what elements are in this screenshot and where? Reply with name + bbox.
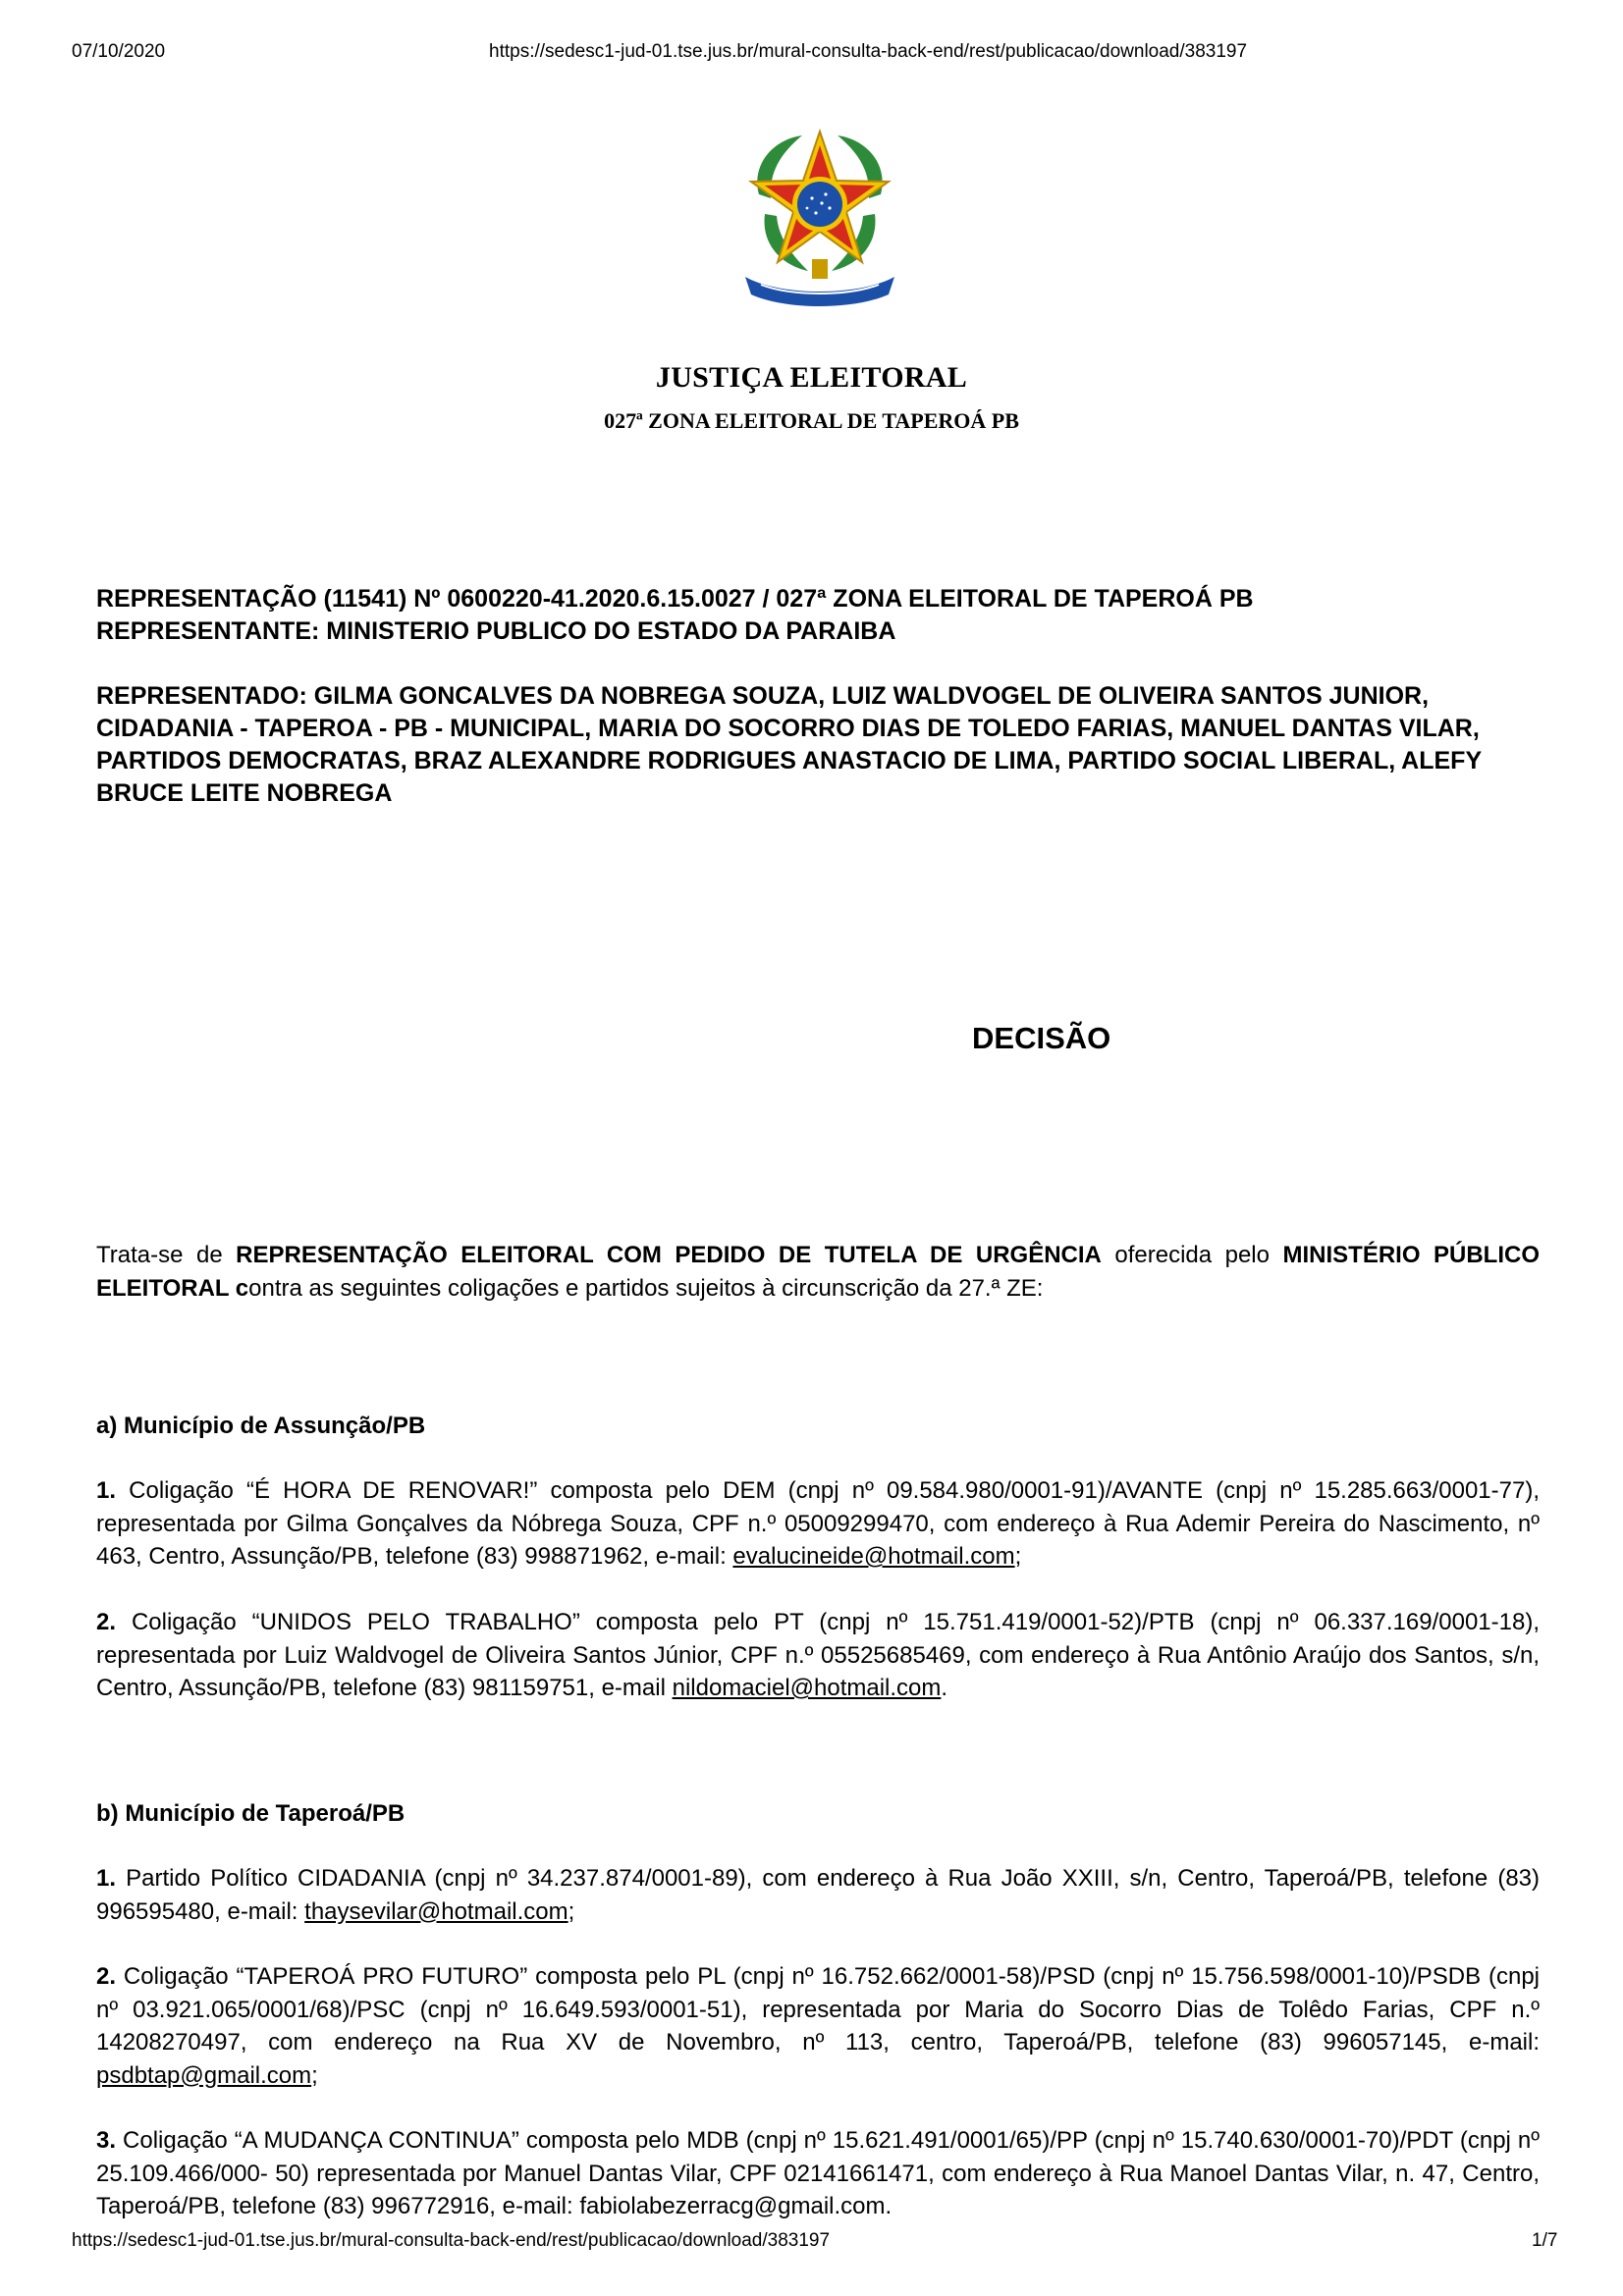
intro-paragraph bbox=[96, 1239, 1540, 1305]
item-end: ; bbox=[1014, 1543, 1022, 1570]
section-a-item-2 bbox=[96, 1606, 1540, 1705]
item-number: 2. bbox=[96, 1963, 117, 1990]
section-b-item-2 bbox=[96, 1960, 1540, 2092]
item-text: Partido Político CIDADANIA (cnpj nº 34.237.874/0001-89), com endereço à Rua João XXIII, s/n, Centro, Taperoá/PB, telefone (83) 996595480, e-mail: bbox=[96, 1865, 1540, 1925]
item-number: 1. bbox=[96, 1865, 117, 1892]
item-text: Coligação “TAPEROÁ PRO FUTURO” composta pelo PL (cnpj nº 16.752.662/0001-58)/PSD (cnpj nº 15.756.598/0001-10)/PSDB (cnpj nº 03.921.065/0001/68)/PSC (cnpj nº 16.649.593/0001-51), representada por Maria do Socorro Dias de Tolêdo Farias, CPF n.º 14208270497, com endereço na Rua XV de Novembro, nº 113, centro, Taperoá/PB, telefone (83) 996057145, e-mail: bbox=[96, 1963, 1540, 2056]
intro-text-1: Trata-se de bbox=[96, 1242, 237, 1268]
coat-of-arms-icon bbox=[731, 122, 908, 308]
section-b-item-1 bbox=[96, 1862, 1540, 1928]
court-subtitle: 027ª ZONA ELEITORAL DE TAPEROÁ PB bbox=[604, 408, 1019, 433]
footer-url: https://sedesc1-jud-01.tse.jus.br/mural-consulta-back-end/rest/publicacao/download/383197 bbox=[72, 2230, 831, 2251]
section-b-item-3 bbox=[96, 2124, 1540, 2223]
item-number: 1. bbox=[96, 1477, 117, 1504]
intro-bold-1: REPRESENTAÇÃO ELEITORAL COM PEDIDO DE TUTELA DE URGÊNCIA bbox=[236, 1242, 1102, 1268]
representante-line: REPRESENTANTE: MINISTERIO PUBLICO DO ESTADO DA PARAIBA bbox=[96, 617, 896, 645]
section-a-item-1 bbox=[96, 1474, 1540, 1574]
item-text: Coligação “UNIDOS PELO TRABALHO” composta pelo PT (cnpj nº 15.751.419/0001-52)/PTB (cnpj nº 06.337.169/0001-18), representada por Luiz Waldvogel de Oliveira Santos Júnior, CPF n.º 05525685469, com endereço à Rua Antônio Araújo dos Santos, s/n, Centro, Assunção/PB, telefone (83) 981159751, e-mail bbox=[96, 1609, 1540, 1701]
item-text: Coligação “A MUDANÇA CONTINUA” composta pelo MDB (cnpj nº 15.621.491/0001/65)/PP (cnpj nº 15.740.630/0001-70)/PDT (cnpj nº 25.109.466/000- 50) representada por Manuel Dantas Vilar, CPF 02141661471, com endereço à Rua Manoel Dantas Vilar, n. 47, Centro, Taperoá/PB, telefone (83) 996772916, e-mail: fabiolabezerracg@gmail.com. bbox=[96, 2127, 1540, 2219]
print-url: https://sedesc1-jud-01.tse.jus.br/mural-consulta-back-end/rest/publicacao/download/383197 bbox=[489, 41, 1248, 62]
item-number: 3. bbox=[96, 2127, 117, 2154]
court-title: JUSTIÇA ELEITORAL bbox=[655, 361, 968, 394]
item-text: Coligação “É HORA DE RENOVAR!” composta pelo DEM (cnpj nº 09.584.980/0001-91)/AVANTE (cnpj nº 15.285.663/0001-77), representada por Gilma Gonçalves da Nóbrega Souza, CPF n.º 05009299470, com endereço à Rua Ademir Pereira do Nascimento, nº 463, Centro, Assunção/PB, telefone (83) 998871962, e-mail: bbox=[96, 1477, 1540, 1570]
item-end: ; bbox=[311, 2061, 318, 2089]
case-number-line: REPRESENTAÇÃO (11541) Nº 0600220-41.2020.6.15.0027 / 027ª ZONA ELEITORAL DE TAPEROÁ PB bbox=[96, 585, 1254, 613]
section-a-heading: a) Município de Assunção/PB bbox=[96, 1413, 426, 1439]
item-number: 2. bbox=[96, 1609, 117, 1635]
email-link[interactable]: psdbtap@gmail.com bbox=[96, 2061, 312, 2089]
intro-text-2: oferecida pelo bbox=[1101, 1242, 1283, 1268]
item-end: ; bbox=[568, 1897, 575, 1925]
page-number: 1/7 bbox=[1532, 2230, 1558, 2251]
email-link[interactable]: nildomaciel@hotmail.com bbox=[672, 1675, 942, 1701]
decision-title: DECISÃO bbox=[972, 1021, 1111, 1055]
email-link[interactable]: thaysevilar@hotmail.com bbox=[304, 1897, 568, 1925]
section-b-heading: b) Município de Taperoá/PB bbox=[96, 1800, 406, 1827]
intro-text-3: ontra as seguintes coligações e partidos sujeitos à circunscrição da 27.ª ZE: bbox=[248, 1274, 1044, 1302]
representado-block: REPRESENTADO: GILMA GONCALVES DA NOBREGA SOUZA, LUIZ WALDVOGEL DE OLIVEIRA SANTOS JUNIOR, CIDADANIA - TAPEROA - PB - MUNICIPAL, MARIA DO SOCORRO DIAS DE TOLEDO FARIAS, MANUEL DANTAS VILAR, PARTIDOS DEMOCRATAS, BRAZ ALEXANDRE RODRIGUES ANASTACIO DE LIMA, PARTIDO SOCIAL LIBERAL, ALEFY BRUCE LEITE NOBREGA bbox=[96, 682, 1482, 807]
print-date: 07/10/2020 bbox=[72, 41, 166, 62]
email-link[interactable]: evalucineide@hotmail.com bbox=[732, 1543, 1015, 1570]
intro-bold-2: MINISTÉRIO PÚBLICO ELEITORAL c bbox=[96, 1242, 1541, 1302]
item-end: . bbox=[941, 1675, 948, 1701]
